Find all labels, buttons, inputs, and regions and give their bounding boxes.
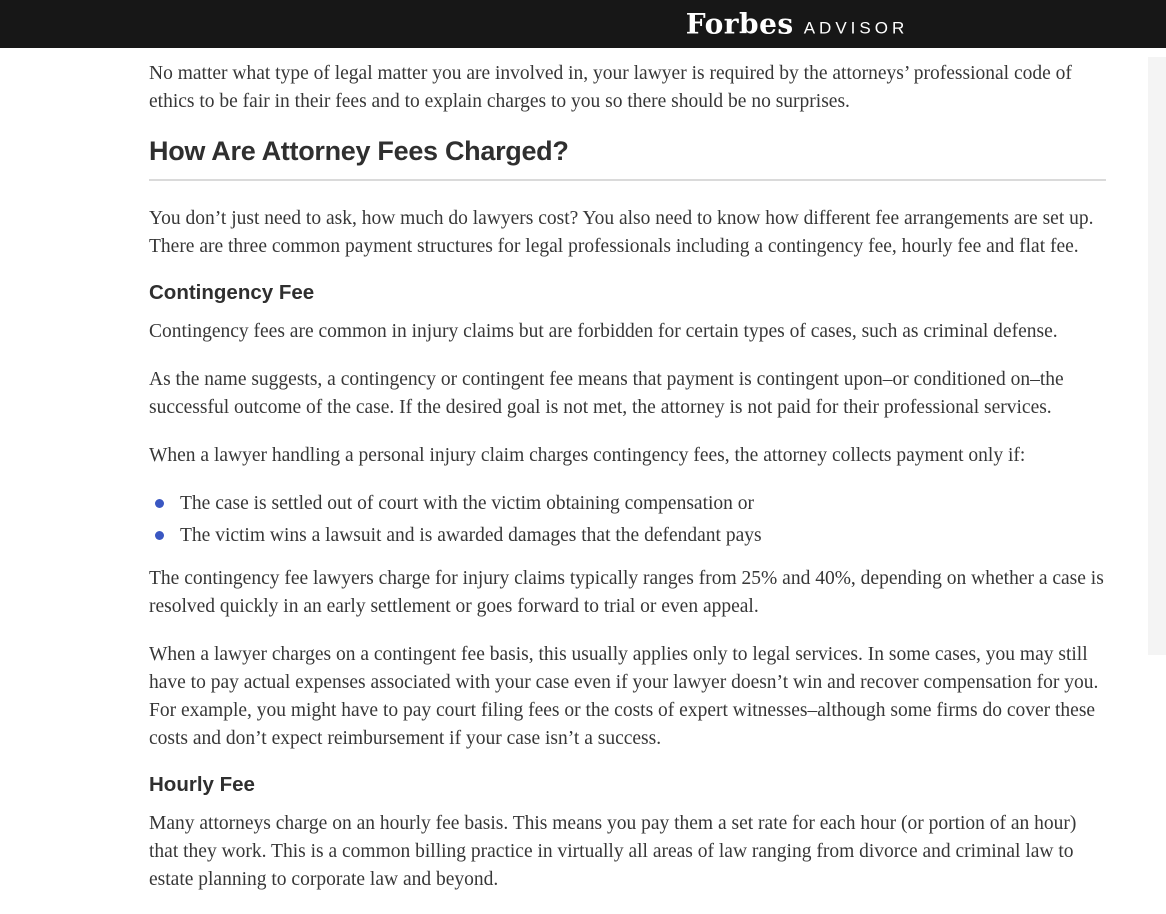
contingency-paragraph-5: When a lawyer charges on a contingent fee basis, this usually applies only to legal services. In some cases, you may still have to pay actual expenses associated with your case even if your lawyer doesn’t win and recover compensation for you. For example, you might have to pay court filing fees or the costs of expert witnesses–although some firms do cover these costs and don’t expect reimbursement if your case isn’t a success. bbox=[149, 644, 1099, 749]
contingency-paragraph-4: The contingency fee lawyers charge for injury claims typically ranges from 25% and 40%, depending on whether a case is resolved quickly in an early settlement or goes forward to trial or even appeal. bbox=[149, 568, 1104, 617]
contingency-paragraph-2: As the name suggests, a contingency or contingent fee means that payment is contingent upon–or conditioned on–the successful outcome of the case. If the desired goal is not met, the attorney is not paid for their professional services. bbox=[149, 369, 1064, 418]
contingency-conditions-list bbox=[149, 488, 1106, 552]
list-item: The case is settled out of court with the victim obtaining compensation or bbox=[149, 488, 1106, 520]
scrollbar-thumb[interactable] bbox=[1148, 57, 1166, 655]
contingency-paragraph-3: When a lawyer handling a personal injury claim charges contingency fees, the attorney collects payment only if: bbox=[149, 445, 1026, 466]
advisor-wordmark: ADVISOR bbox=[803, 18, 909, 38]
site-header bbox=[0, 0, 1166, 48]
list-item: The victim wins a lawsuit and is awarded damages that the defendant pays bbox=[149, 520, 1106, 552]
contingency-fee-heading: Contingency Fee bbox=[149, 281, 315, 304]
heading-divider bbox=[149, 179, 1106, 181]
hourly-fee-heading: Hourly Fee bbox=[149, 773, 255, 796]
forbes-advisor-logo[interactable] bbox=[686, 8, 908, 41]
hourly-paragraph-1: Many attorneys charge on an hourly fee basis. This means you pay them a set rate for each hour (or portion of an hour) that they work. This is a common billing practice in virtually all areas of law ranging from divorce and criminal law to estate planning to corporate law and beyond. bbox=[149, 813, 1077, 890]
forbes-wordmark: Forbes bbox=[685, 7, 794, 41]
article-content bbox=[149, 48, 1106, 914]
intro-paragraph: No matter what type of legal matter you are involved in, your lawyer is required by the attorneys’ professional code of ethics to be fair in their fees and to explain charges to you so there should be no surprises. bbox=[149, 63, 1072, 112]
page-section-heading: How Are Attorney Fees Charged? bbox=[149, 136, 569, 166]
overview-paragraph: You don’t just need to ask, how much do lawyers cost? You also need to know how different fee arrangements are set up. There are three common payment structures for legal professionals including a contingency fee, hourly fee and flat fee. bbox=[149, 208, 1094, 257]
contingency-paragraph-1: Contingency fees are common in injury claims but are forbidden for certain types of cases, such as criminal defense. bbox=[149, 321, 1058, 342]
